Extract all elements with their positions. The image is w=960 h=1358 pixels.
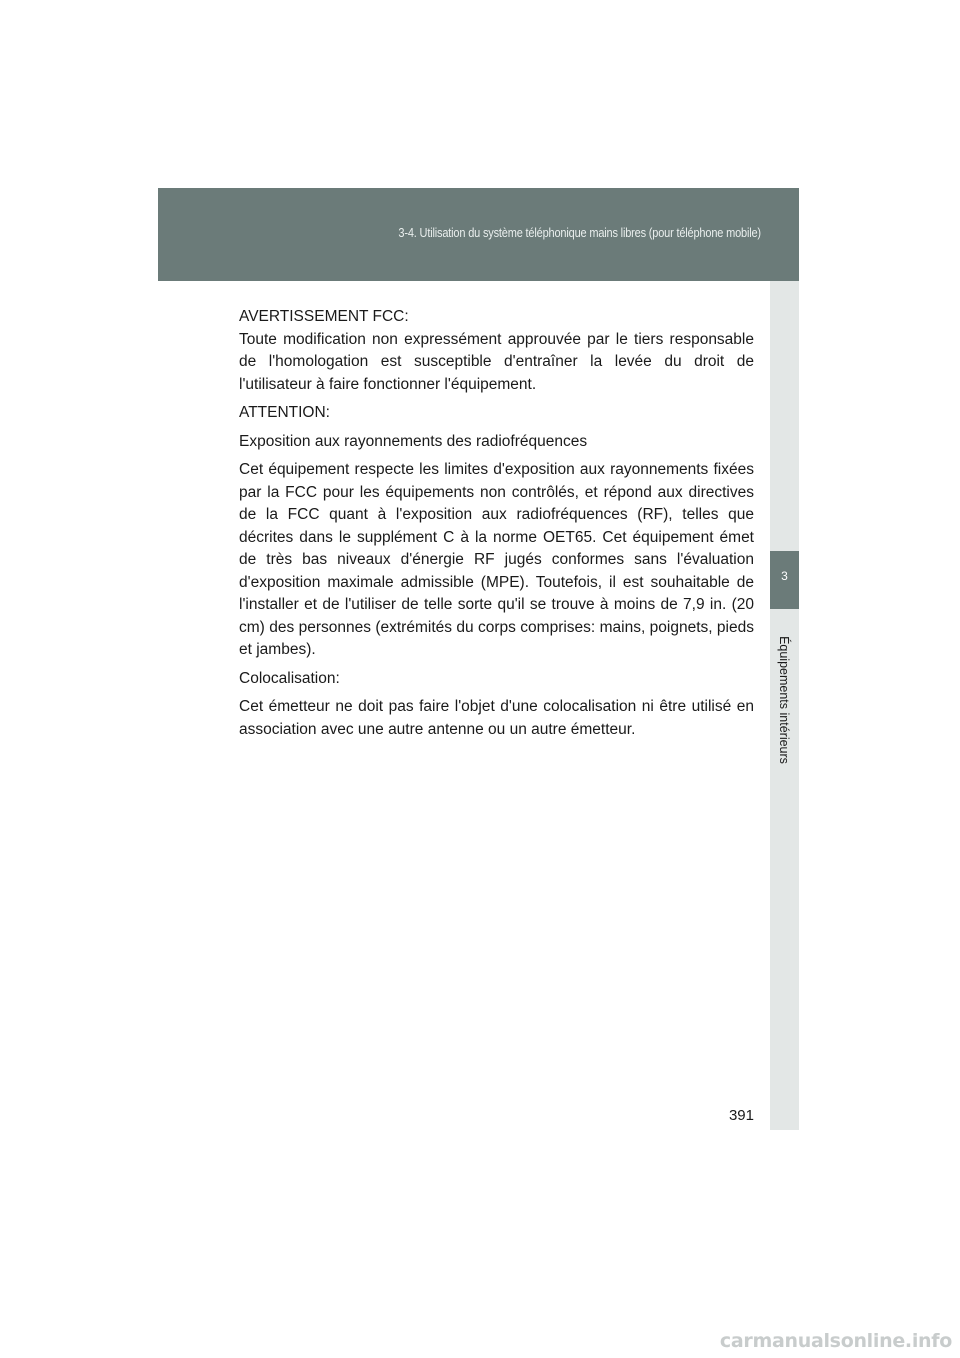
page-number: 391 [728, 1107, 754, 1124]
fcc-warning-heading: AVERTISSEMENT FCC: [239, 308, 409, 325]
section-header-band [158, 188, 799, 281]
watermark: carmanualsonline.info [719, 1330, 952, 1352]
page-content [239, 306, 754, 747]
exposure-text: Cet équipement respecte les limites d'exposition aux rayonnements fixées par la FCC pour les équipements non contrôlés, et répond aux directives de la FCC quant à l'exposition aux radiofréquences (RF), telles que décrites dans le supplément C à la norme OET65. Cet équipement émet de très bas niveaux d'énergie RF jugés conformes sans l'évaluation d'exposition maximale admissible (MPE). Toutefois, il est souhaitable de l'installer et de l'utiliser de telle sorte qu'il se trouve à moins de 7,9 in. (20 cm) des personnes (extrémités du corps comprises: mains, poignets, pieds et jambes). [239, 461, 754, 658]
chapter-label: Équipements intérieurs [777, 636, 791, 764]
chapter-tab [770, 551, 799, 609]
fcc-warning-text: Toute modification non expressément approuvée par le tiers responsable de l'homologation est susceptible d'entraîner la levée du droit de l'utilisateur à faire fonctionner l'équipement. [239, 330, 754, 393]
colocation-heading: Colocalisation: [239, 669, 340, 687]
attention-heading: ATTENTION: [239, 404, 330, 421]
section-title: 3-4. Utilisation du système téléphonique mains libres (pour téléphone mobile) [398, 226, 761, 240]
exposure-heading: Exposition aux rayonnements des radiofréquences [239, 432, 588, 450]
colocation-text: Cet émetteur ne doit pas faire l'objet d'une colocalisation ni être utilisé en association avec une autre antenne ou un autre émetteur. [239, 698, 754, 738]
chapter-number: 3 [781, 569, 788, 583]
